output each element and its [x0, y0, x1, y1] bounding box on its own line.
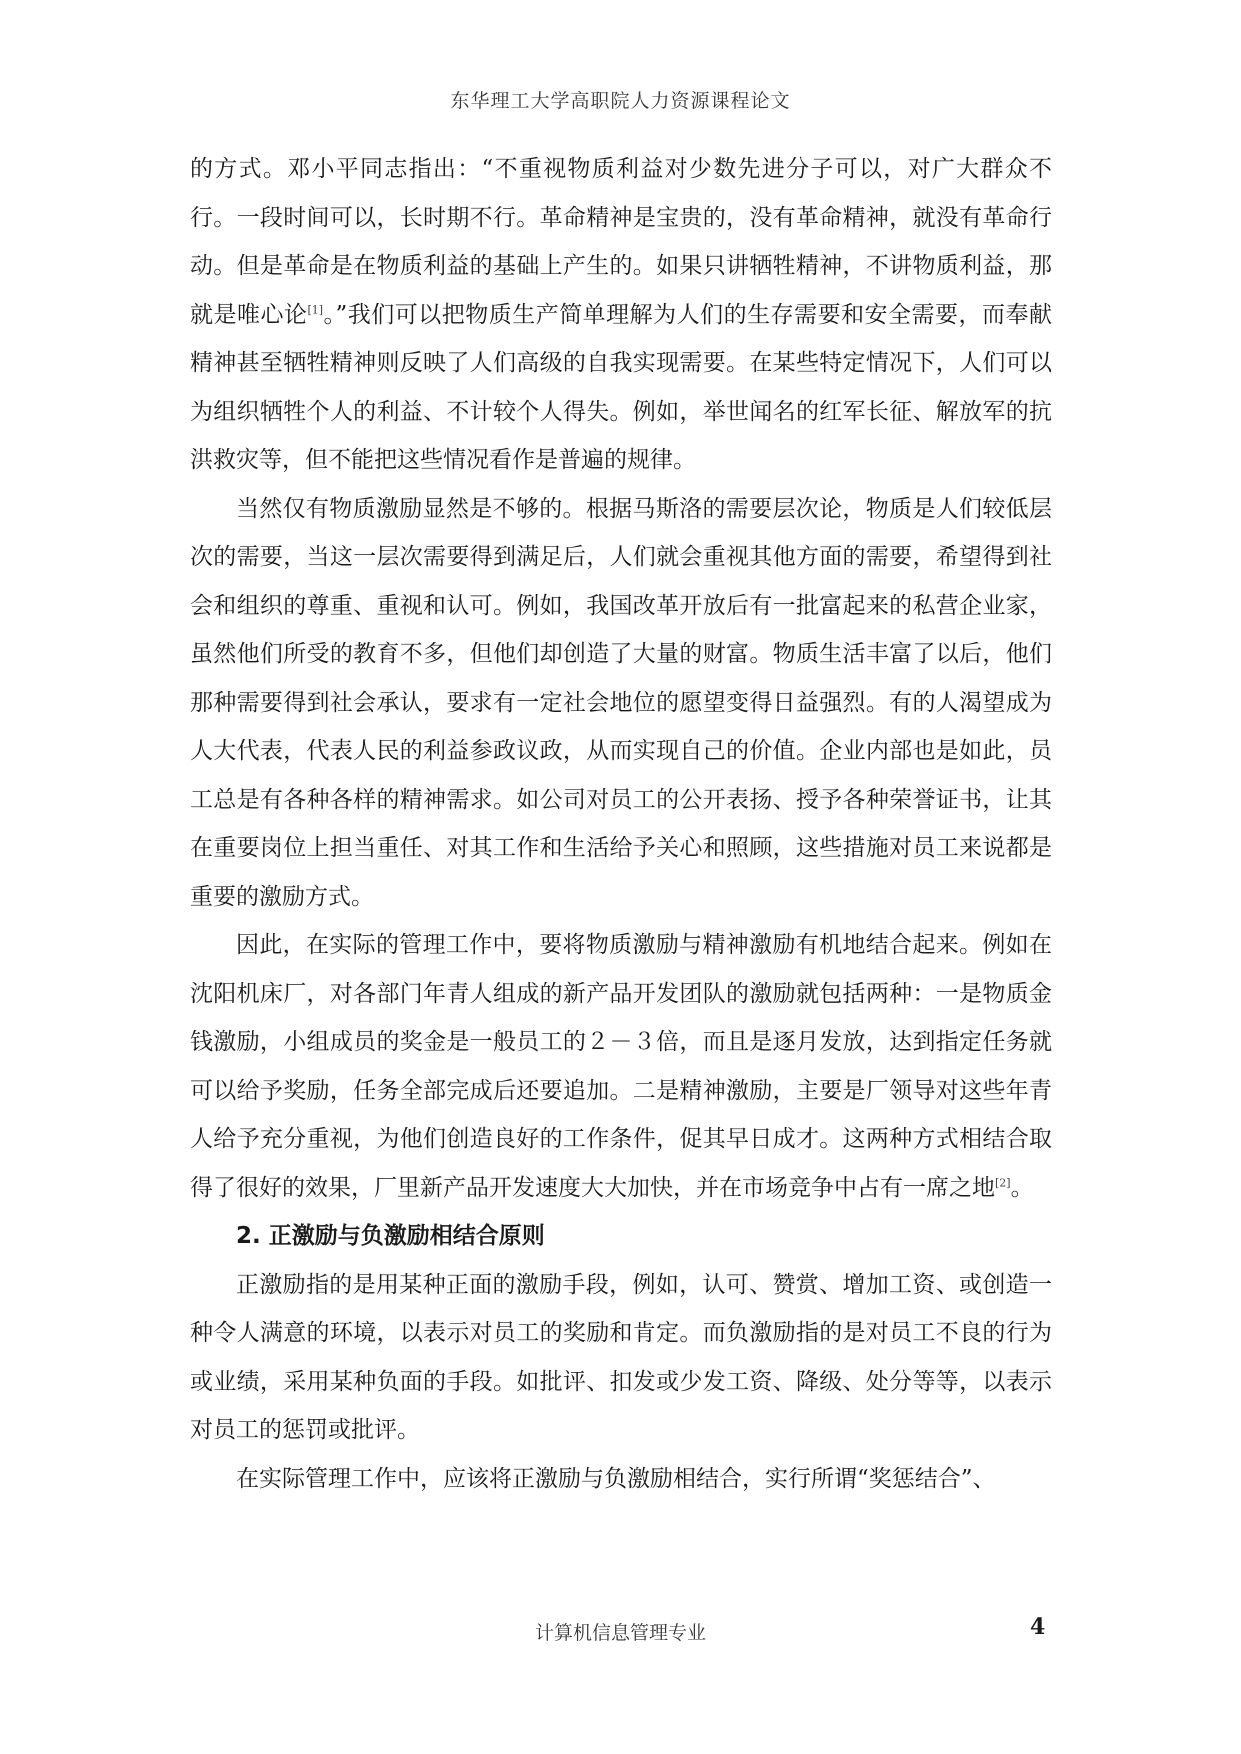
footer-major: 计算机信息管理专业 — [534, 1622, 706, 1644]
page-header: 东华理工大学高职院人力资源课程论文 — [450, 90, 791, 112]
paragraph-text: 。 — [1010, 1174, 1034, 1201]
paragraph-reward-punishment: 在实际管理工作中，应该将正激励与负激励相结合，实行所谓“奖惩结合”、 — [236, 1465, 996, 1492]
paragraph-text: 。”我们可以把物质生产简单理解为人们的生存需要和安全需要，而奉献精神甚至牺牲精神则反映了人们高级的自我实现需要。在某些特定情况下，人们可以为组织牺牲个人的利益、不计较个人得失。例如，举世闻名的红军长征、解放军的抗洪救灾等，但不能把这些情况看作是普遍的规律。 — [190, 301, 1052, 473]
paragraph-text: 因此，在实际的管理工作中，要将物质激励与精神激励有机地结合起来。例如在沈阳机床厂，对各部门年青人组成的新产品开发团队的激励就包括两种：一是物质金钱激励，小组成员的奖金是一般员工的２－３倍，而且是逐月发放，达到指定任务就可以给予奖励，任务全部完成后还要追加。二是精神激励，主要是厂领导对这些年青人给予充分重视，为他们创造良好的工作条件，促其早日成才。这两种方式相结合取得了很好的效果，厂里新产品开发速度大大加快，并在市场竞争中占有一席之地 — [190, 932, 1052, 1201]
page-number: 4 — [1030, 1614, 1046, 1640]
citation-2: [2] — [995, 1175, 1011, 1189]
body-content — [190, 145, 1052, 1503]
paragraph-material-benefit — [190, 145, 1052, 485]
paragraph-positive-negative-definition: 正激励指的是用某种正面的激励手段，例如，认可、赞赏、增加工资、或创造一种令人满意的环境，以表示对员工的奖励和肯定。而负激励指的是对员工不良的行为或业绩，采用某种负面的手段。如批评、扣发或少发工资、降级、处分等等，以表示对员工的惩罚或批评。 — [190, 1271, 1052, 1443]
paragraph-text: 的方式。邓小平同志指出：“不重视物质利益对少数先进分子可以，对广大群众不行。一段时间可以，长时期不行。革命精神是宝贵的，没有革命精神，就没有革命行动。但是革命是在物质利益的基础上产生的。如果只讲牺牲精神，不讲物质利益，那就是唯心论 — [190, 156, 1052, 328]
citation-1: [1] — [307, 302, 324, 316]
section-heading: 2. 正激励与负激励相结合原则 — [236, 1223, 545, 1249]
paragraph-combination-example — [190, 921, 1052, 1212]
paragraph-spiritual-incentive: 当然仅有物质激励显然是不够的。根据马斯洛的需要层次论，物质是人们较低层次的需要，当这一层次需要得到满足后，人们就会重视其他方面的需要，希望得到社会和组织的尊重、重视和认可。例如，我国改革开放后有一批富起来的私营企业家，虽然他们所受的教育不多，但他们却创造了大量的财富。物质生活丰富了以后，他们那种需要得到社会承认，要求有一定社会地位的愿望变得日益强烈。有的人渴望成为人大代表，代表人民的利益参政议政，从而实现自己的价值。企业内部也是如此，员工总是有各种各样的精神需求。如公司对员工的公开表扬、授予各种荣誉证书，让其在重要岗位上担当重任、对其工作和生活给予关心和照顾，这些措施对员工来说都是重要的激励方式。 — [190, 495, 1052, 910]
